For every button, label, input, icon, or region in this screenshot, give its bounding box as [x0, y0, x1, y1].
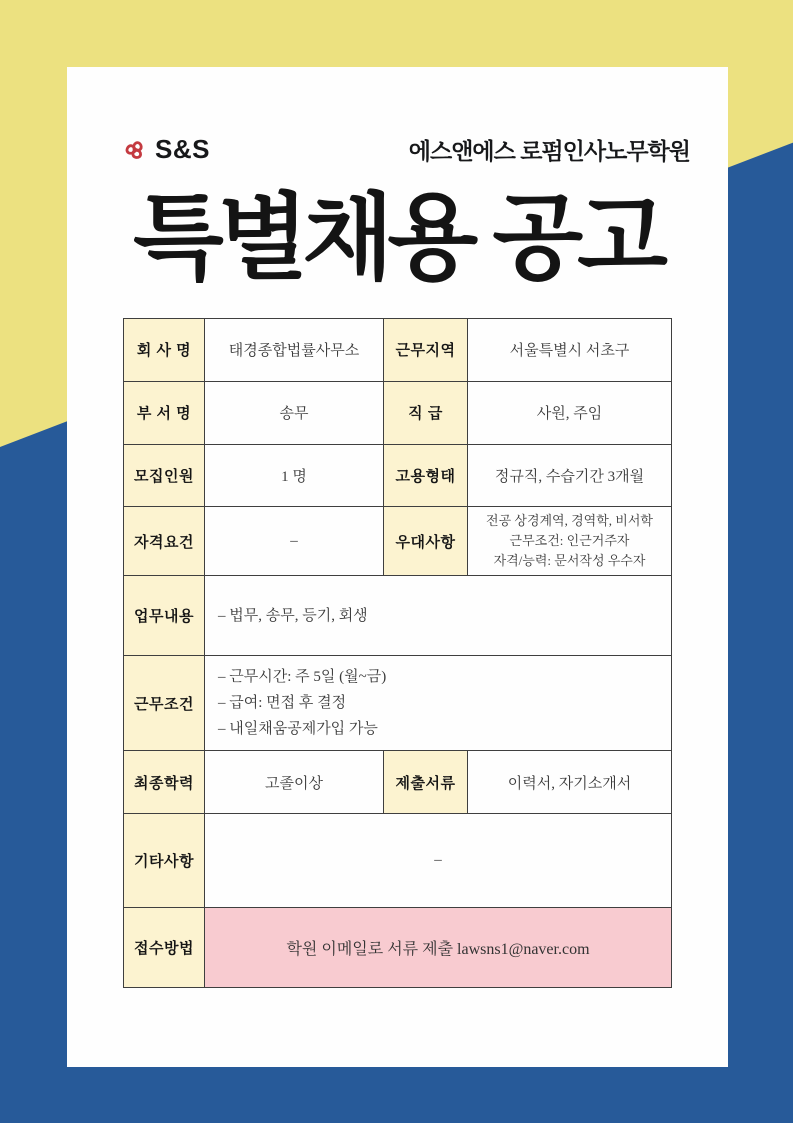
- work-condition-line: – 근무시간: 주 5일 (월~금): [218, 668, 387, 685]
- table-row-qualifications: [124, 506, 672, 575]
- label-work-conditions: 근무조건: [124, 656, 205, 751]
- table-row-other: [124, 814, 672, 908]
- value-qualifications: –: [205, 506, 384, 575]
- value-work-conditions: [205, 656, 672, 751]
- table-row-education: [124, 751, 672, 814]
- label-job-description: 업무내용: [124, 576, 205, 656]
- label-work-location: 근무지역: [384, 318, 468, 381]
- value-company-name: 태경종합법률사무소: [205, 318, 384, 381]
- table-row-department: [124, 381, 672, 444]
- label-how-to-apply: 접수방법: [124, 908, 205, 988]
- value-education: 고졸이상: [205, 751, 384, 814]
- label-other: 기타사항: [124, 814, 205, 908]
- logo: [122, 134, 210, 165]
- label-company-name: 회 사 명: [124, 318, 205, 381]
- card-header: [67, 67, 728, 166]
- value-work-location: 서울특별시 서초구: [468, 318, 672, 381]
- work-condition-line: – 급여: 면접 후 결정: [218, 695, 347, 712]
- job-posting-table: [123, 318, 672, 988]
- table-row-headcount: [124, 444, 672, 506]
- label-required-documents: 제출서류: [384, 751, 468, 814]
- value-other: –: [205, 814, 672, 908]
- work-condition-line: – 내일채움공제가입 가능: [218, 721, 378, 738]
- knot-icon: [122, 137, 148, 163]
- value-required-documents: 이력서, 자기소개서: [468, 751, 672, 814]
- preferred-line: 자격/능력: 문서작성 우수자: [493, 553, 646, 569]
- page-title: 특별채용 공고: [133, 185, 662, 290]
- preferred-line: 전공 상경계역, 경역학, 비서학: [486, 512, 653, 528]
- value-employment-type: 정규직, 수습기간 3개월: [468, 444, 672, 506]
- table-row-how-to-apply: [124, 908, 672, 988]
- value-preferred: [468, 506, 672, 575]
- preferred-line: 근무조건: 인근거주자: [509, 532, 630, 548]
- poster-card: [67, 67, 728, 1067]
- label-position: 직 급: [384, 381, 468, 444]
- label-qualifications: 자격요건: [124, 506, 205, 575]
- label-headcount: 모집인원: [124, 444, 205, 506]
- value-position: 사원, 주임: [468, 381, 672, 444]
- logo-text: S&S: [155, 134, 210, 164]
- value-department: 송무: [205, 381, 384, 444]
- job-description-line: – 법무, 송무, 등기, 회생: [218, 607, 368, 624]
- table-row-job-description: [124, 576, 672, 656]
- label-department: 부 서 명: [124, 381, 205, 444]
- label-employment-type: 고용형태: [384, 444, 468, 506]
- table-row-company: [124, 318, 672, 381]
- label-preferred: 우대사항: [384, 506, 468, 575]
- value-how-to-apply: 학원 이메일로 서류 제출 lawsns1@naver.com: [205, 908, 672, 988]
- value-job-description: [205, 576, 672, 656]
- label-education: 최종학력: [124, 751, 205, 814]
- academy-name: 에스앤에스 로펌인사노무학원: [408, 138, 690, 164]
- table-row-work-conditions: [124, 656, 672, 751]
- value-headcount: 1 명: [205, 444, 384, 506]
